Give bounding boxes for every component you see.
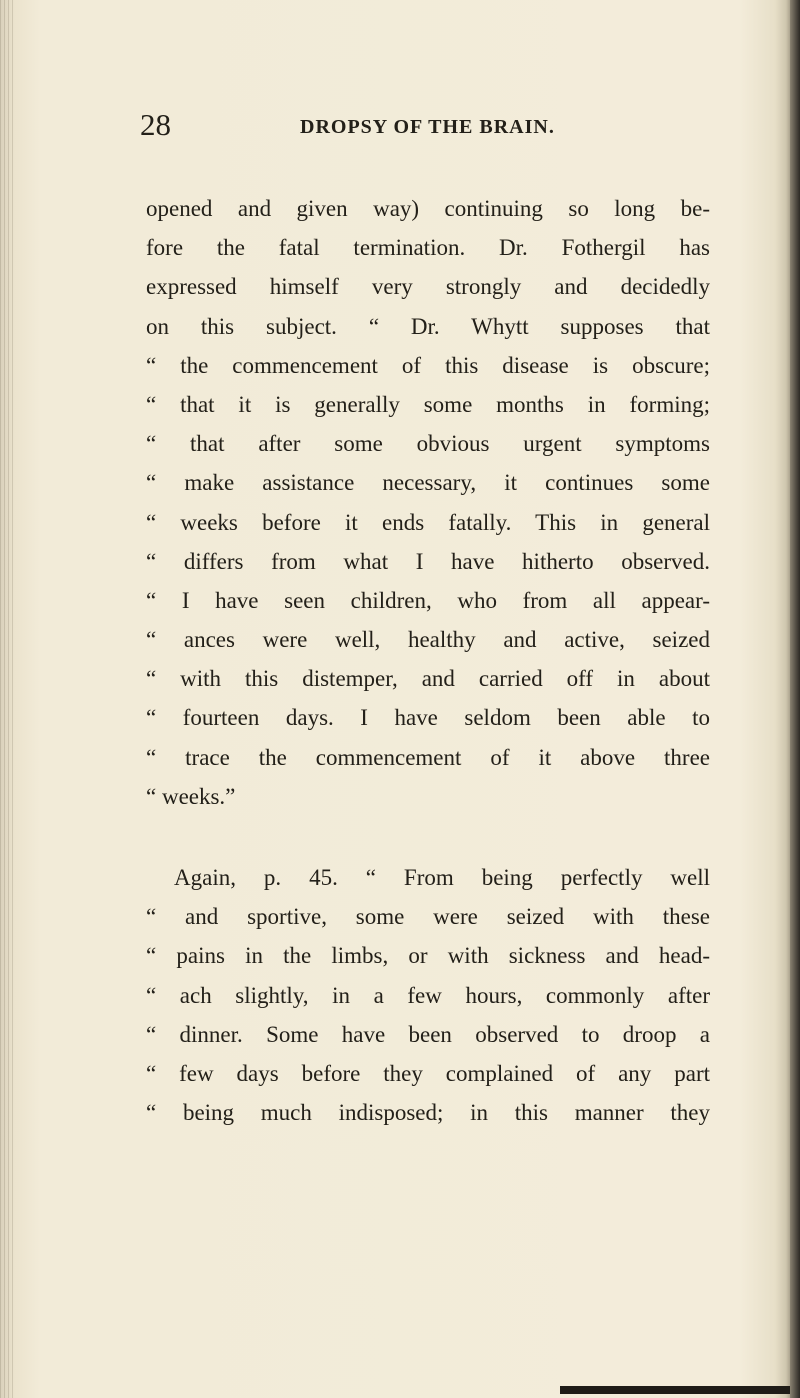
- text-line: “ differs from what I have hitherto observed.: [146, 548, 710, 574]
- paragraph-1: [146, 189, 710, 816]
- text-line: Again, p. 45. “ From being perfectly well: [174, 865, 710, 890]
- text-line: “ trace the commencement of it above three: [146, 744, 710, 770]
- text-line: “ ances were well, healthy and active, seized: [146, 627, 710, 653]
- text-line: “ with this distemper, and carried off in about: [146, 666, 710, 692]
- page-right-edge: [790, 0, 800, 1398]
- text-line: “ I have seen children, who from all appear-: [146, 587, 710, 613]
- text-line: “ that after some obvious urgent symptoms: [146, 431, 710, 457]
- bottom-shadow-rule: [560, 1386, 790, 1394]
- text-line: “ and sportive, some were seized with these: [146, 904, 710, 930]
- text-line: “ few days before they complained of any part: [146, 1060, 710, 1086]
- text-line: “ ach slightly, in a few hours, commonly after: [146, 982, 710, 1008]
- text-line: “ make assistance necessary, it continues some: [146, 470, 710, 496]
- text-line: opened and given way) continuing so long be-: [146, 196, 710, 221]
- text-line: “ that it is generally some months in forming;: [146, 391, 710, 417]
- text-line: fore the fatal termination. Dr. Fothergil has: [146, 235, 710, 261]
- text-line: “ the commencement of this disease is obscure;: [146, 352, 710, 378]
- text-line: “ pains in the limbs, or with sickness and head-: [146, 943, 710, 969]
- text-line: “ weeks before it ends fatally. This in general: [146, 509, 710, 535]
- text-line: expressed himself very strongly and decidedly: [146, 274, 710, 300]
- text-line: on this subject. “ Dr. Whytt supposes that: [146, 313, 710, 339]
- text-line: “ being much indisposed; in this manner they: [146, 1100, 710, 1126]
- running-head: DROPSY OF THE BRAIN.: [300, 116, 555, 138]
- paragraph-gap: [146, 816, 710, 858]
- page-header: [140, 105, 710, 145]
- page-number: 28: [140, 107, 171, 142]
- text-line: “ fourteen days. I have seldom been able to: [146, 705, 710, 731]
- text-line: “ weeks.”: [146, 783, 236, 809]
- paragraph-2: [146, 858, 710, 1132]
- body-text: [146, 189, 710, 1132]
- text-line: “ dinner. Some have been observed to droop a: [146, 1021, 710, 1047]
- binding-edge: [0, 0, 14, 1398]
